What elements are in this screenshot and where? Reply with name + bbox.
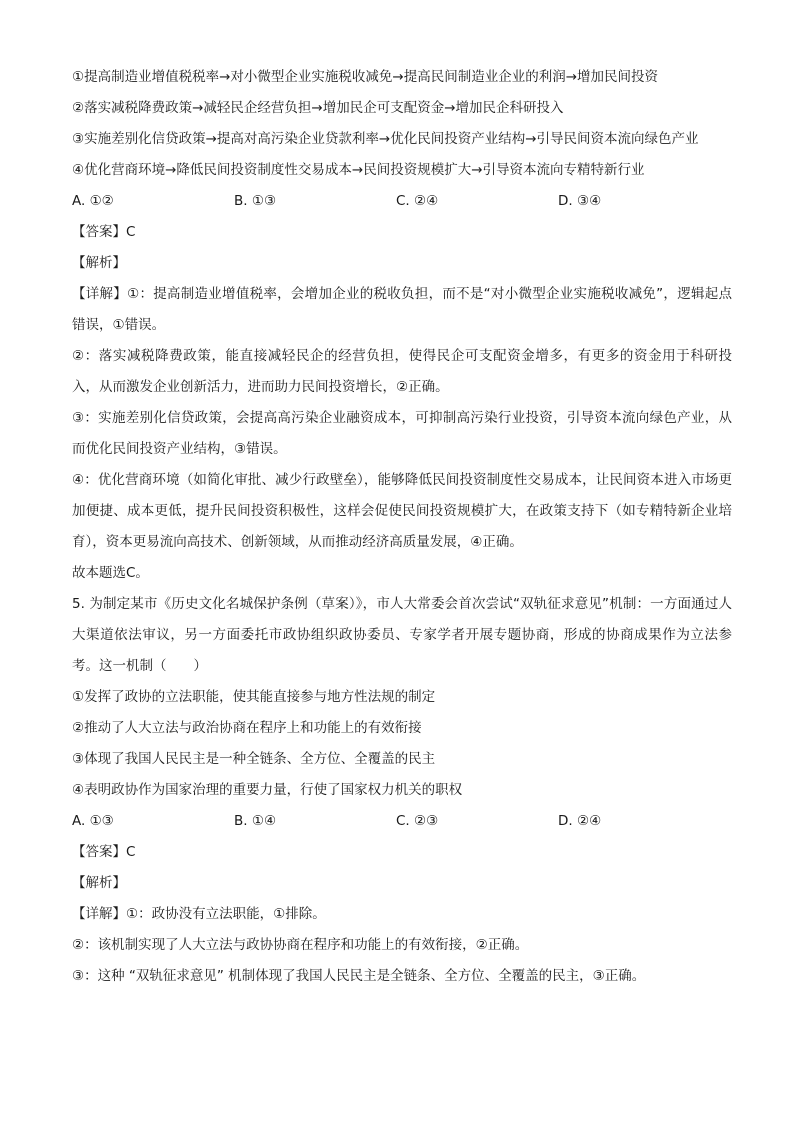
q4-choice-b: B. ①③ [234,193,277,209]
q5-choice-a: A. ①③ [72,813,114,829]
q4-conclusion: 故本题选C。 [72,565,149,581]
q4-choice-d: D. ③④ [558,193,602,209]
q4-option-2: ②落实减税降费政策→减轻民企经营负担→增加民企可支配资金→增加民企科研投入 [72,100,564,116]
q4-answer: 【答案】C [72,224,136,240]
q4-detail-3: ③：实施差别化信贷政策，会提高高污染企业融资成本，可抑制高污染行业投资，引导资本流向绿色产业，从而优化民间投资产业结构，③错误。 [72,410,732,457]
q5-option-1: ①发挥了政协的立法职能，使其能直接参与地方性法规的制定 [72,689,436,705]
q5-answer: 【答案】C [72,844,136,860]
q4-detail-1: 【详解】①：提高制造业增值税率，会增加企业的税收负担，而不是“对小微型企业实施税收减免”，逻辑起点错误，①错误。 [72,286,732,333]
q5-detail-1: 【详解】①：政协没有立法职能，①排除。 [72,906,326,922]
q4-detail-4: ④：优化营商环境（如简化审批、减少行政壁垒），能够降低民间投资制度性交易成本，让民间资本进入市场更加便捷、成本更低，提升民间投资积极性，这样会促使民间投资规模扩大，在政策支持下（如专精特新企业培育），资本更易流向高技术、创新领域，从而推动经济高质量发展，④正确。 [72,472,732,550]
q5-detail-2: ②：该机制实现了人大立法与政协协商在程序和功能上的有效衔接，②正确。 [72,937,529,953]
q4-option-3: ③实施差别化信贷政策→提高对高污染企业贷款利率→优化民间投资产业结构→引导民间资本流向绿色产业 [72,131,699,147]
q4-option-1: ①提高制造业增值税税率→对小微型企业实施税收减免→提高民间制造业企业的利润→增加民间投资 [72,69,659,85]
q5-choice-c: C. ②③ [396,813,439,829]
q5-option-2: ②推动了人大立法与政治协商在程序上和功能上的有效衔接 [72,720,422,736]
q4-option-4: ④优化营商环境→降低民间投资制度性交易成本→民间投资规模扩大→引导资本流向专精特新行业 [72,162,645,178]
q4-analysis-label: 【解析】 [72,255,126,271]
q5-analysis-label: 【解析】 [72,875,126,891]
q5-option-3: ③体现了我国人民民主是一种全链条、全方位、全覆盖的民主 [72,751,436,767]
q4-choice-a: A. ①② [72,193,114,209]
q5-detail-3: ③：这种 “双轨征求意见” 机制体现了我国人民民主是全链条、全方位、全覆盖的民主，③正确。 [72,968,646,984]
q4-choices [72,186,732,217]
q5-choices [72,806,732,837]
q5-stem: 5. 为制定某市《历史文化名城保护条例（草案）》，市人大常委会首次尝试“双轨征求意见”机制：一方面通过人大渠道依法审议，另一方面委托市政协组织政协委员、专家学者开展专题协商，形成的协商成果作为立法参考。这一机制（ ） [72,596,732,674]
q5-option-4: ④表明政协作为国家治理的重要力量，行使了国家权力机关的职权 [72,782,463,798]
q4-detail-2: ②：落实减税降费政策，能直接减轻民企的经营负担，使得民企可支配资金增多，有更多的资金用于科研投入，从而激发企业创新活力，进而助力民间投资增长，②正确。 [72,348,732,395]
q5-choice-b: B. ①④ [234,813,277,829]
q4-choice-c: C. ②④ [396,193,439,209]
document-page [72,62,732,992]
q5-choice-d: D. ②④ [558,813,602,829]
